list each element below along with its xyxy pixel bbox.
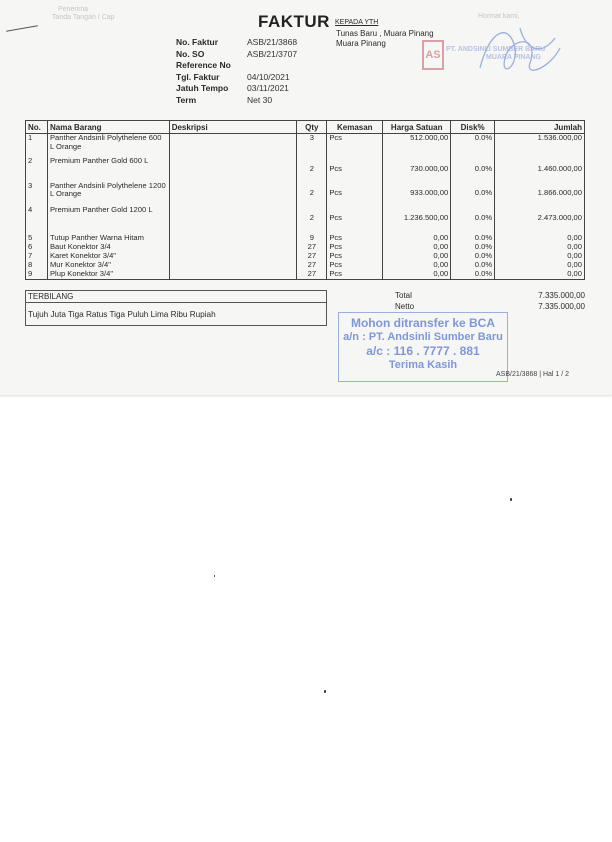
invoice-meta <box>176 37 337 106</box>
stamp-line: Mohon ditransfer ke BCA <box>350 316 495 330</box>
item-disc: 0.0% <box>451 231 495 243</box>
item-no: 5 <box>26 231 48 243</box>
item-no: 8 <box>26 261 48 270</box>
item-name: Mur Konektor 3/4" <box>47 261 169 270</box>
logo-line: PT. ANDSINLI SUMBER BARU <box>446 46 546 53</box>
total-label: Total <box>395 291 412 300</box>
invoice-paper <box>0 0 612 395</box>
meta-value: 04/10/2021 <box>247 71 290 82</box>
item-qty: 27 <box>297 252 327 261</box>
speck <box>324 690 326 693</box>
table-row <box>26 206 585 231</box>
table-row <box>26 134 585 157</box>
signature-icon <box>470 18 570 88</box>
column-header: Qty <box>297 121 327 134</box>
item-disc: 0.0% <box>451 270 495 280</box>
logo-line: MUARA PINANG <box>486 54 541 61</box>
item-total: 0,00 <box>495 270 585 280</box>
item-unit: Pcs <box>327 252 383 261</box>
item-total: 1.460.000,00 <box>495 157 585 182</box>
table-header-row <box>26 121 585 134</box>
item-no: 1 <box>26 134 48 157</box>
item-total: 0,00 <box>495 231 585 243</box>
item-total: 2.473.000,00 <box>495 206 585 231</box>
items-table <box>25 120 585 280</box>
item-price: 512.000,00 <box>383 134 451 157</box>
item-price: 933.000,00 <box>383 182 451 206</box>
meta-label: Term <box>176 94 197 105</box>
address-line: Muara Pinang <box>336 39 386 48</box>
column-header: No. <box>26 121 48 134</box>
item-price: 1.236.500,00 <box>383 206 451 231</box>
item-unit: Pcs <box>327 270 383 280</box>
amount-in-words-label: TERBILANG <box>26 291 326 303</box>
item-no: 3 <box>26 182 48 206</box>
stamp-line: a/c : 116 . 7777 . 881 <box>366 344 480 358</box>
item-disc: 0.0% <box>451 206 495 231</box>
item-desc <box>169 182 297 206</box>
item-unit: Pcs <box>327 231 383 243</box>
item-unit: Pcs <box>327 261 383 270</box>
item-no: 2 <box>26 157 48 182</box>
document-title: FAKTUR <box>258 12 330 31</box>
item-unit: Pcs <box>327 157 383 182</box>
meta-row <box>176 37 337 49</box>
meta-row <box>176 49 337 61</box>
item-no: 4 <box>26 206 48 231</box>
item-desc <box>169 270 297 280</box>
item-qty: 2 <box>297 182 327 206</box>
item-disc: 0.0% <box>451 157 495 182</box>
meta-row <box>176 95 337 107</box>
item-price: 0,00 <box>383 231 451 243</box>
item-name: Premium Panther Gold 600 L <box>47 157 169 182</box>
item-disc: 0.0% <box>451 182 495 206</box>
item-total: 1.866.000,00 <box>495 182 585 206</box>
item-name: Baut Konektor 3/4 <box>47 243 169 252</box>
stamp-line: Terima Kasih <box>388 359 458 371</box>
item-disc: 0.0% <box>451 134 495 157</box>
item-name: Tutup Panther Warna Hitam <box>47 231 169 243</box>
column-header: Disk% <box>451 121 495 134</box>
receiver-label: Penerima <box>58 6 88 13</box>
recipient-label: KEPADA YTH <box>335 19 379 26</box>
meta-label: Reference No <box>176 60 231 70</box>
item-qty: 27 <box>297 270 327 280</box>
totals <box>395 290 585 312</box>
bank-transfer-stamp <box>338 312 508 382</box>
address-line: Tunas Baru , Muara Pinang <box>336 29 434 38</box>
total-row <box>395 290 585 301</box>
logo-mark-icon: AS <box>422 40 444 70</box>
meta-value <box>247 60 337 72</box>
meta-label: Tgl. Faktur <box>176 71 220 82</box>
item-disc: 0.0% <box>451 252 495 261</box>
item-no: 6 <box>26 243 48 252</box>
item-price: 0,00 <box>383 270 451 280</box>
table-row <box>26 270 585 280</box>
item-qty: 9 <box>297 231 327 243</box>
netto-row <box>395 301 585 312</box>
item-name: Premium Panther Gold 1200 L <box>47 206 169 231</box>
column-header: Kemasan <box>327 121 383 134</box>
item-qty: 3 <box>297 134 327 157</box>
meta-label: No. SO <box>176 48 205 59</box>
item-desc <box>169 134 297 157</box>
item-desc <box>169 231 297 243</box>
netto-label: Netto <box>395 302 415 311</box>
column-header: Jumlah <box>495 121 585 134</box>
meta-row <box>176 72 337 84</box>
stamp-line: a/n : PT. Andsinli Sumber Baru <box>343 331 503 343</box>
item-qty: 2 <box>297 206 327 231</box>
amount-in-words: Tujuh Juta Tiga Ratus Tiga Puluh Lima Ribu Rupiah <box>28 310 216 319</box>
item-desc <box>169 261 297 270</box>
meta-row <box>176 60 337 72</box>
item-desc <box>169 243 297 252</box>
meta-value: 03/11/2021 <box>247 83 289 93</box>
item-disc: 0.0% <box>451 261 495 270</box>
pen-mark <box>6 25 38 32</box>
item-unit: Pcs <box>327 182 383 206</box>
column-header: Harga Satuan <box>383 121 451 134</box>
amount-in-words-box <box>25 290 327 326</box>
item-disc: 0.0% <box>451 243 495 252</box>
total-value: 7.335.000,00 <box>538 291 585 300</box>
item-total: 0,00 <box>495 252 585 261</box>
item-qty: 2 <box>297 157 327 182</box>
meta-row <box>176 83 337 95</box>
meta-value: ASB/21/3868 <box>247 37 298 47</box>
meta-label: Jatuh Tempo <box>176 83 229 93</box>
item-name: Panther Andsinli Polythelene 600 L Orange <box>47 134 169 157</box>
item-price: 0,00 <box>383 252 451 261</box>
meta-label: No. Faktur <box>176 37 219 47</box>
item-name: Karet Konektor 3/4" <box>47 252 169 261</box>
item-no: 9 <box>26 270 48 280</box>
item-qty: 27 <box>297 261 327 270</box>
item-no: 7 <box>26 252 48 261</box>
item-desc <box>169 252 297 261</box>
item-unit: Pcs <box>327 134 383 157</box>
item-name: Plup Konektor 3/4" <box>47 270 169 280</box>
item-price: 730.000,00 <box>383 157 451 182</box>
table-row <box>26 157 585 182</box>
item-desc <box>169 157 297 182</box>
item-price: 0,00 <box>383 243 451 252</box>
page-reference: ASB/21/3868 | Hal 1 / 2 <box>496 371 570 378</box>
speck <box>214 575 215 577</box>
table-row <box>26 182 585 206</box>
speck <box>510 498 512 501</box>
netto-value: 7.335.000,00 <box>538 302 585 311</box>
item-total: 1.536.000,00 <box>495 134 585 157</box>
item-total: 0,00 <box>495 261 585 270</box>
item-desc <box>169 206 297 231</box>
column-header: Nama Barang <box>47 121 169 134</box>
table-row <box>26 231 585 243</box>
item-unit: Pcs <box>327 206 383 231</box>
item-price: 0,00 <box>383 261 451 270</box>
item-qty: 27 <box>297 243 327 252</box>
regards-label: Hormat kami, <box>478 13 520 20</box>
item-unit: Pcs <box>327 243 383 252</box>
item-total: 0,00 <box>495 243 585 252</box>
meta-value: Net 30 <box>247 94 273 105</box>
column-header: Deskripsi <box>169 121 297 134</box>
meta-value: ASB/21/3707 <box>247 48 298 59</box>
item-name: Panther Andsinli Polythelene 1200 L Orange <box>47 182 169 206</box>
receiver-sign-label: Tanda Tangan / Cap <box>52 14 115 21</box>
